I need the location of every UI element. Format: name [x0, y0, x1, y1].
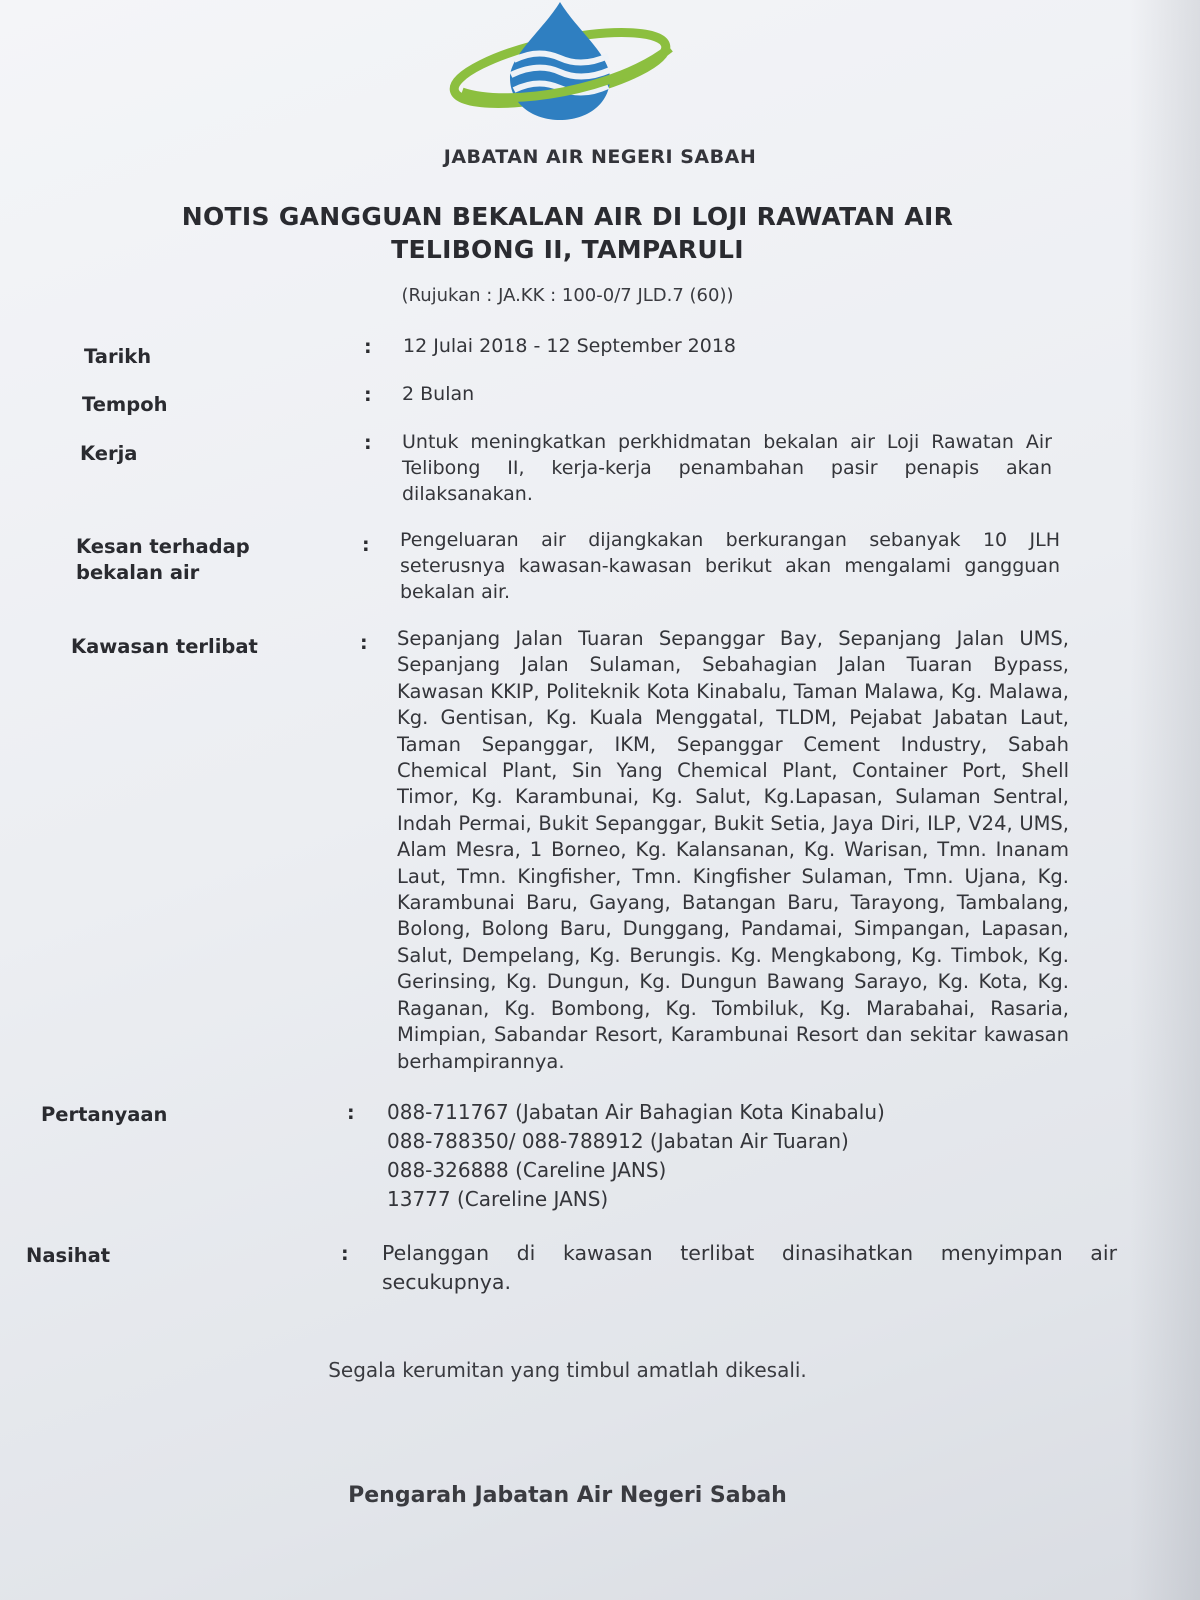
kawasan-value: Sepanjang Jalan Tuaran Sepanggar Bay, Sepanjang Jalan UMS, Sepanjang Jalan Sulaman, Sebahagian Jalan Tuaran Bypass, Kawasan KKIP, Politeknik Kota Kinabalu, Taman Malawa, Kg. Malawa, Kg. Gentisan, Kg. Kuala Menggatal, TLDM, Pejabat Jabatan Laut, Taman Sepanggar, IKM, Sepanggar Cement Industry, Sabah Chemical Plant, Sin Yang Chemical Plant, Container Port, Shell Timor, Kg. Karambunai, Kg. Salut, Kg.Lapasan, Sulaman Sentral, Indah Permai, Bukit Sepanggar, Bukit Setia, Jaya Diri, ILP, V24, UMS, Alam Mesra, 1 Borneo, Kg. Kalansanan, Kg. Warisan, Tmn. Inanam Laut, Tmn. Kingfisher, Tmn. Kingfisher Sulaman, Tmn. Ujana, Kg. Karambunai Baru, Gayang, Batangan Baru, Tarayong, Tambalang, Bolong, Bolong Baru, Dunggang, Pandamai, Simpangan, Lapasan, Salut, Dempelang, Kg. Berungis. Kg. Mengkabong, Kg. Timbok, Kg. Gerinsing, Kg. Dungun, Kg. Dungun Bawang Sarayo, Kg. Kota, Kg. Raganan, Kg. Bombong, Kg. Tombiluk, Kg. Marabahai, Rasaria, Mimpian, Sabandar Resort, Karambunai Resort dan sekitar kawasan berhampirannya.: [397, 627, 1069, 1073]
contact-line: 088-788350/ 088-788912 (Jabatan Air Tuaran): [387, 1129, 849, 1153]
kesan-value: Pengeluaran air dijangkakan berkurangan sebanyak 10 JLH seterusnya kawasan-kawasan berikut akan mengalami gangguan bekalan air.: [400, 529, 1060, 603]
pertanyaan-contacts: [387, 1098, 1107, 1214]
contact-line: 088-326888 (Careline JANS): [387, 1158, 667, 1182]
nasihat-separator: :: [341, 1243, 349, 1265]
paper-shadow: [1130, 0, 1200, 1600]
tarikh-separator: :: [364, 336, 372, 358]
kerja-label: Kerja: [80, 442, 138, 465]
tarikh-value: 12 Julai 2018 - 12 September 2018: [403, 335, 737, 357]
tempoh-separator: :: [364, 384, 372, 406]
pertanyaan-label: Pertanyaan: [41, 1103, 168, 1126]
agency-name: JABATAN AIR NEGERI SABAH: [443, 146, 757, 168]
nasihat-label: Nasihat: [26, 1244, 111, 1267]
tempoh-label: Tempoh: [82, 393, 168, 416]
reference-number: (Rujukan : JA.KK : 100-0/7 JLD.7 (60)): [401, 285, 734, 306]
kesan-label: Kesan terhadap bekalan air: [76, 535, 250, 584]
tarikh-label: Tarikh: [84, 345, 152, 368]
pertanyaan-separator: :: [347, 1102, 355, 1124]
signoff-text: Pengarah Jabatan Air Negeri Sabah: [348, 1483, 787, 1508]
contact-line: 13777 (Careline JANS): [387, 1187, 609, 1211]
notice-title-line-1: NOTIS GANGGUAN BEKALAN AIR DI LOJI RAWATAN AIR: [181, 202, 954, 231]
nasihat-value: Pelanggan di kawasan terlibat dinasihatkan menyimpan air secukupnya.: [382, 1241, 1117, 1294]
kawasan-separator: :: [360, 632, 368, 654]
apology-text: Segala kerumitan yang timbul amatlah dikesali.: [328, 1358, 807, 1382]
water-drop-logo-icon: [448, 0, 678, 125]
contact-line: 088-711767 (Jabatan Air Bahagian Kota Kinabalu): [387, 1100, 885, 1124]
tempoh-value: 2 Bulan: [402, 383, 475, 405]
notice-title: [0, 200, 1135, 266]
kawasan-label: Kawasan terlibat: [71, 635, 258, 658]
kesan-separator: :: [362, 534, 370, 556]
notice-title-line-2: TELIBONG II, TAMPARULI: [391, 235, 744, 264]
kerja-separator: :: [364, 432, 372, 454]
kerja-value: Untuk meningkatkan perkhidmatan bekalan air Loji Rawatan Air Telibong II, kerja-kerja penambahan pasir penapis akan dilaksanakan.: [402, 431, 1052, 505]
